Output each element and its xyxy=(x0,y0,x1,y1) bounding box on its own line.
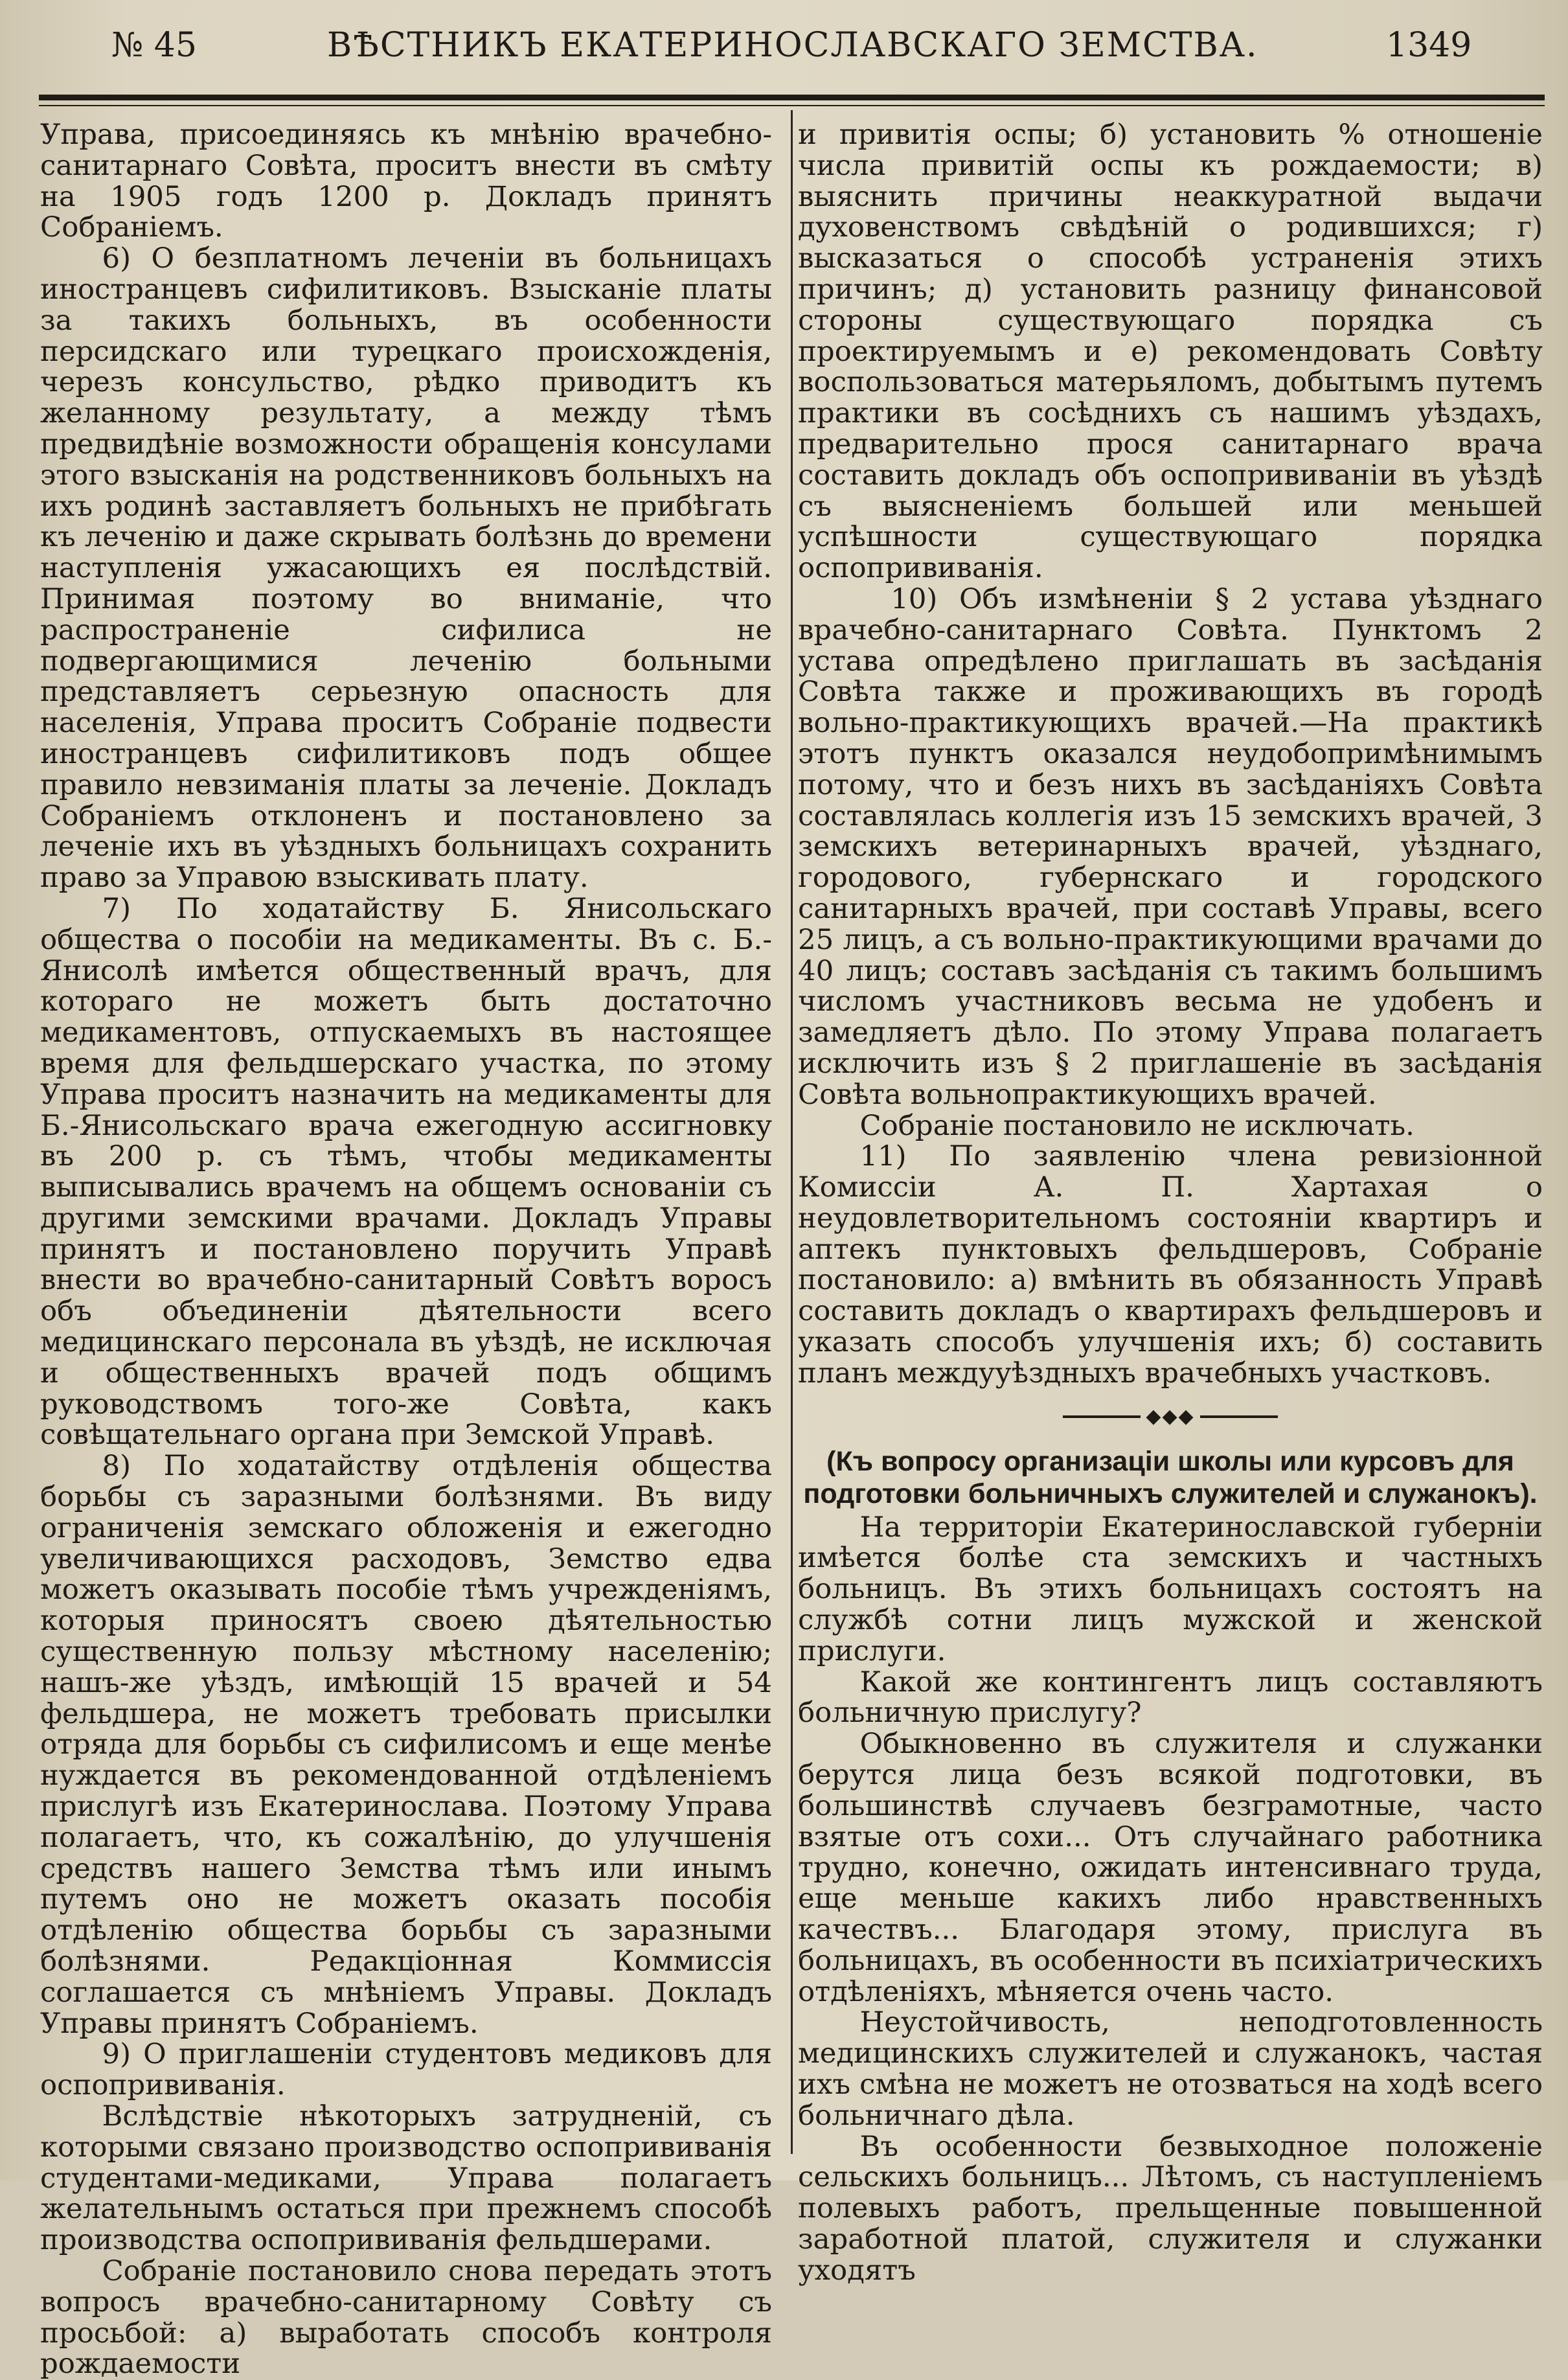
section-ornament xyxy=(798,1399,1543,1435)
left-column xyxy=(40,119,772,2380)
paragraph: 7) По ходатайству Б. Янисольскаго общества о пособіи на медикаменты. Въ с. Б.-Янисолѣ имѣется общественный врачъ, для котораго не можетъ быть достаточно медикаментовъ, отпускаемыхъ въ настоящее время для фельдшерскаго участка, по этому Управа проситъ назначить на медикаменты для Б.-Янисольскаго врача ежегодную ассигновку въ 200 р. съ тѣмъ, чтобы медикаменты выписывались врачемъ на общемъ основаніи съ другими земскими врачами. Докладъ Управы принятъ и постановлено поручить Управѣ внести во врачебно-санитарный Совѣтъ воросъ объ объединеніи дѣятельности всего медицинскаго персонала въ уѣздѣ, не исключая и общественныхъ врачей подъ общимъ руководствомъ того-же Совѣта, какъ совѣщательнаго органа при Земской Управѣ. xyxy=(40,892,772,1452)
ornament-line xyxy=(1063,1415,1141,1418)
paragraph: 9) О приглашеніи студентовъ медиковъ для оспопрививанія. xyxy=(40,2038,772,2102)
ornament-line xyxy=(1200,1415,1278,1418)
paragraph: Обыкновенно въ служителя и служанки берутся лица безъ всякой подготовки, въ большинствѣ случаевъ безграмотные, часто взятые отъ сохи... Отъ случайнаго работника трудно, конечно, ожидать интенсивнаго труда, еще меньше какихъ либо нравственныхъ качествъ... Благодаря этому, прислуга въ больницахъ, въ особенности въ психіатрическихъ отдѣленіяхъ, мѣняется очень часто. xyxy=(798,1728,1543,2008)
paragraph: На территоріи Екатеринославской губерніи имѣется болѣе ста земскихъ и частныхъ больницъ. Въ этихъ больницахъ состоятъ на службѣ сотни лицъ мужской и женской прислуги. xyxy=(798,1511,1543,1667)
column-divider xyxy=(791,110,793,2154)
paragraph: Собраніе постановило снова передать этотъ вопросъ врачебно-санитарному Совѣту съ просьбой: а) выработать способъ контроля рождаемости xyxy=(40,2254,772,2380)
paragraph: Какой же контингентъ лицъ составляютъ больничную прислугу? xyxy=(798,1665,1543,1730)
paragraph: Неустойчивость, неподготовленность медицинскихъ служителей и служанокъ, частая ихъ смѣна не можетъ не отозваться на ходѣ всего больничнаго дѣла. xyxy=(798,2006,1543,2132)
paragraph: и привитія оспы; б) установить % отношеніе числа привитій оспы къ рождаемости; в) выяснить причины неаккуратной выдачи духовенствомъ свѣдѣній о родившихся; г) высказаться о способѣ устраненія этихъ причинъ; д) установить разницу финансовой стороны существующаго порядка съ проектируемымъ и е) рекомендовать Совѣту воспользоваться матерьяломъ, добытымъ путемъ практики въ сосѣднихъ съ нашимъ уѣздахъ, предварительно прося санитарнаго врача составить докладъ объ оспопрививаніи въ уѣздѣ съ выясненіемъ большей или меньшей успѣшности существующаго порядка оспопрививанія. xyxy=(798,119,1543,585)
issue-number: № 45 xyxy=(111,26,197,65)
paragraph: 6) О безплатномъ леченіи въ больницахъ иностранцевъ сифилитиковъ. Взысканіе платы за такихъ больныхъ, въ особенности персидскаго или турецкаго происхожденія, черезъ консульство, рѣдко приводитъ къ желанному результату, а между тѣмъ предвидѣніе возможности обращенія консулами этого взысканія на родственниковъ больныхъ на ихъ родинѣ заставляетъ больныхъ не прибѣгать къ леченію и даже скрывать болѣзнь до времени наступленія ужасающихъ ея послѣдствій. Принимая поэтому во вниманіе, что распространеніе сифилиса не подвергающимися леченію больными представляетъ серьезную опасность для населенія, Управа проситъ Собраніе подвести иностранцевъ сифилитиковъ подъ общее правило невзиманія платы за леченіе. Докладъ Собраніемъ отклоненъ и постановлено за леченіе ихъ въ уѣздныхъ больницахъ сохранить право за Управою взыскивать плату. xyxy=(40,242,772,895)
right-column xyxy=(798,119,1543,2287)
header-rule-thin xyxy=(39,105,1545,106)
header-rule xyxy=(39,95,1545,100)
ornament-diamond-icon: ◆◆◆ xyxy=(1146,1404,1195,1428)
publication-title: ВѢСТНИКЪ ЕКАТЕРИНОСЛАВСКАГО ЗЕМСТВА. xyxy=(327,26,1258,65)
paragraph: 8) По ходатайству отдѣленія общества борьбы съ заразными болѣзнями. Въ виду ограниченія земскаго обложенія и ежегодно увеличивающихся расходовъ, Земство едва можетъ оказывать пособіе тѣмъ учрежденіямъ, которыя приносятъ своею дѣятельностью существенную пользу мѣстному населенію; нашъ-же уѣздъ, имѣющій 15 врачей и 54 фельдшера, не можетъ требовать присылки отряда для борьбы съ сифилисомъ и еще менѣе нуждается въ рекомендованной отдѣленіемъ прислугѣ изъ Екатеринослава. Поэтому Управа полагаетъ, что, къ сожалѣнію, до улучшенія средствъ нашего Земства тѣмъ или инымъ путемъ оно не можетъ оказать пособія отдѣленію общества борьбы съ заразными болѣзнями. Редакціонная Коммиссія соглашается съ мнѣніемъ Управы. Докладъ Управы принятъ Собраніемъ. xyxy=(40,1450,772,2040)
paragraph: 10) Объ измѣненіи § 2 устава уѣзднаго врачебно-санитарнаго Совѣта. Пунктомъ 2 устава опредѣлено приглашать въ засѣданія Совѣта также и проживающихъ въ городѣ вольно-практикующихъ врачей.—На практикѣ этотъ пунктъ оказался неудобопримѣнимымъ потому, что и безъ нихъ въ засѣданіяхъ Совѣта составлялась коллегія изъ 15 земскихъ врачей, 3 земскихъ ветеринарныхъ врачей, уѣзднаго, городового, губернскаго и городского санитарныхъ врачей, при составѣ Управы, всего 25 лицъ, а съ вольно-практикующими врачами до 40 лицъ; составъ засѣданія съ такимъ большимъ числомъ участниковъ весьма не удобенъ и замедляетъ дѣло. По этому Управа полагаетъ исключить изъ § 2 приглашеніе въ засѣданія Совѣта вольнопрактикующихъ врачей. xyxy=(798,582,1543,1111)
paragraph: Управа, присоединяясь къ мнѣнію врачебно-санитарнаго Совѣта, проситъ внести въ смѣту на 1905 годъ 1200 р. Докладъ принятъ Собраніемъ. xyxy=(40,119,772,244)
paragraph: Собраніе постановило не исключать. xyxy=(859,1109,1415,1142)
paragraph: 11) По заявленію члена ревизіонной Комиссіи А. П. Хартахая о неудовлетворительномъ состояніи квартиръ и аптекъ пунктовыхъ фельдшеровъ, Собраніе постановило: а) вмѣнить въ обязанность Управѣ составить докладъ о квартирахъ фельдшеровъ и указать способъ улучшенія ихъ; б) составить планъ междууѣздныхъ врачебныхъ участковъ. xyxy=(798,1140,1543,1390)
paragraph: Вслѣдствіе нѣкоторыхъ затрудненій, съ которыми связано производство оспопрививанія студентами-медиками, Управа полагаетъ желательнымъ остаться при прежнемъ способѣ производства оспопрививанія фельдшерами. xyxy=(40,2100,772,2257)
paragraph: Въ особенности безвыходное положеніе сельскихъ больницъ... Лѣтомъ, съ наступленіемъ полевыхъ работъ, прельщенные повышенной заработной платой, служителя и служанки уходятъ xyxy=(798,2130,1543,2287)
page-number: 1349 xyxy=(1386,26,1472,65)
article-title: (Къ вопросу организаціи школы или курсовъ для подготовки больничныхъ служителей и служанокъ). xyxy=(803,1445,1538,1509)
